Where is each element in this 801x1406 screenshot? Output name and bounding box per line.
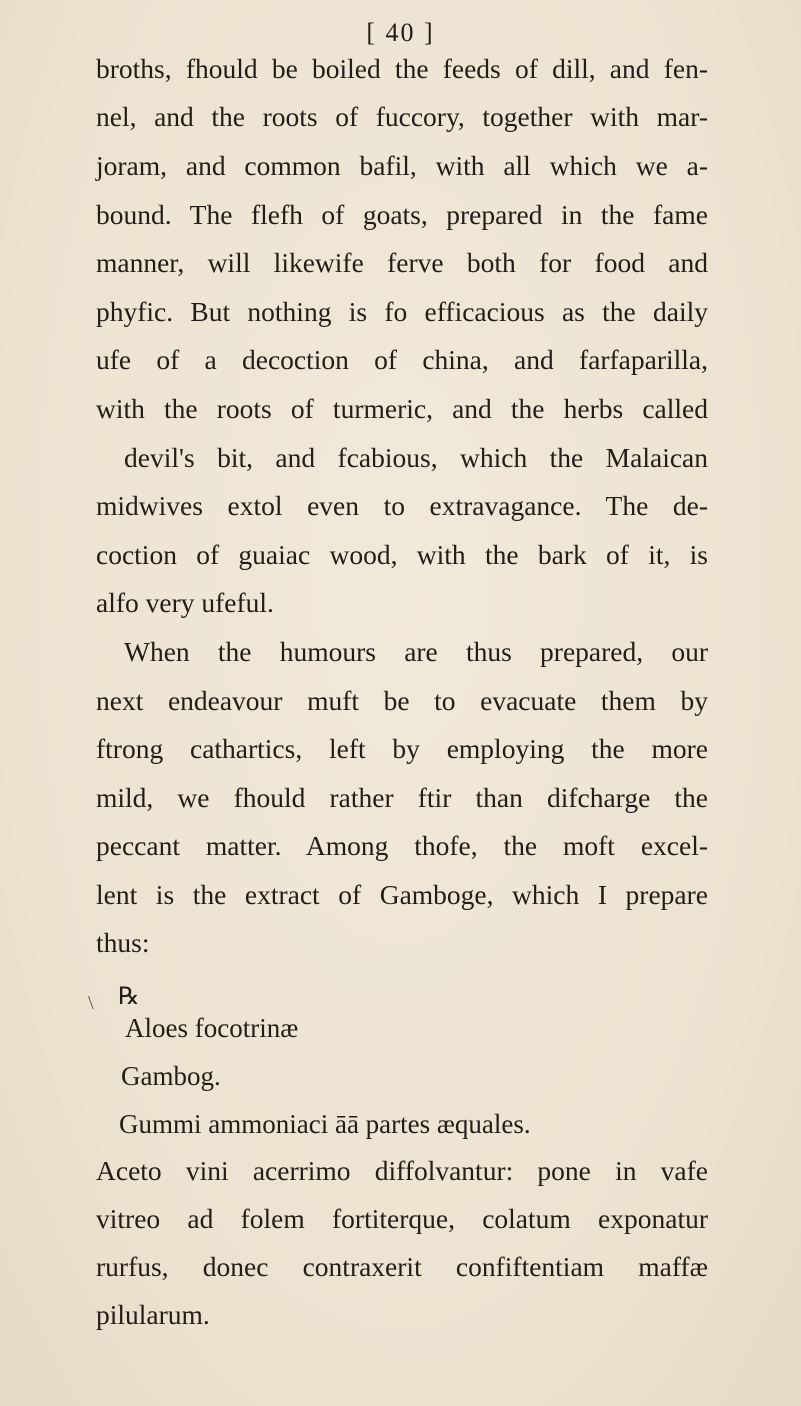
text-line: lent is the extract of Gamboge, which I prepare [96,879,708,910]
text-line: coction of guaiac wood, with the bark of it, is [96,539,708,570]
instruction-line: vitreo ad folem fortiterque, colatum exponatur [96,1203,708,1234]
text-line: bound. The flefh of goats, prepared in the fame [96,199,708,230]
text-line: thus: [96,927,150,958]
page-number-header: [ 40 ] [366,18,435,47]
text-line: When the humours are thus prepared, our [124,636,708,667]
text-line: next endeavour muft be to evacuate them by [96,685,708,716]
ingredient: Aloes focotrinæ [125,1013,299,1043]
recipe-symbol: ℞ [118,984,140,1010]
ingredient: Gummi ammoniaci āā partes æquales. [119,1109,531,1139]
text-line: ufe of a decoction of china, and farfaparilla, [96,344,708,375]
text-line: phyfic. But nothing is fo efficacious as the daily [96,296,708,327]
check-mark: \ [88,992,94,1014]
text-line: manner, will likewife ferve both for food and [96,247,708,278]
text-line: devil's bit, and fcabious, which the Malaican [124,442,708,473]
text-line: with the roots of turmeric, and the herbs called [96,393,708,424]
instruction-line: Aceto vini acerrimo diffolvantur: pone in vafe [96,1155,708,1186]
text-line: midwives extol even to extravagance. The de- [96,490,708,521]
text-line: nel, and the roots of fuccory, together with mar- [96,101,708,132]
text-line: ftrong cathartics, left by employing the more [96,733,708,764]
ingredient: Gambog. [121,1061,221,1091]
instruction-line: rurfus, donec contraxerit confiftentiam maffæ [96,1251,708,1282]
text-line: broths, fhould be boiled the feeds of dill, and fen- [96,53,708,84]
text-line: joram, and common bafil, with all which we a- [96,150,708,181]
text-line: alfo very ufeful. [96,587,274,618]
text-line: mild, we fhould rather ftir than difcharge the [96,782,708,813]
text-line: peccant matter. Among thofe, the moft excel- [96,830,708,861]
instruction-line: pilularum. [96,1299,210,1330]
